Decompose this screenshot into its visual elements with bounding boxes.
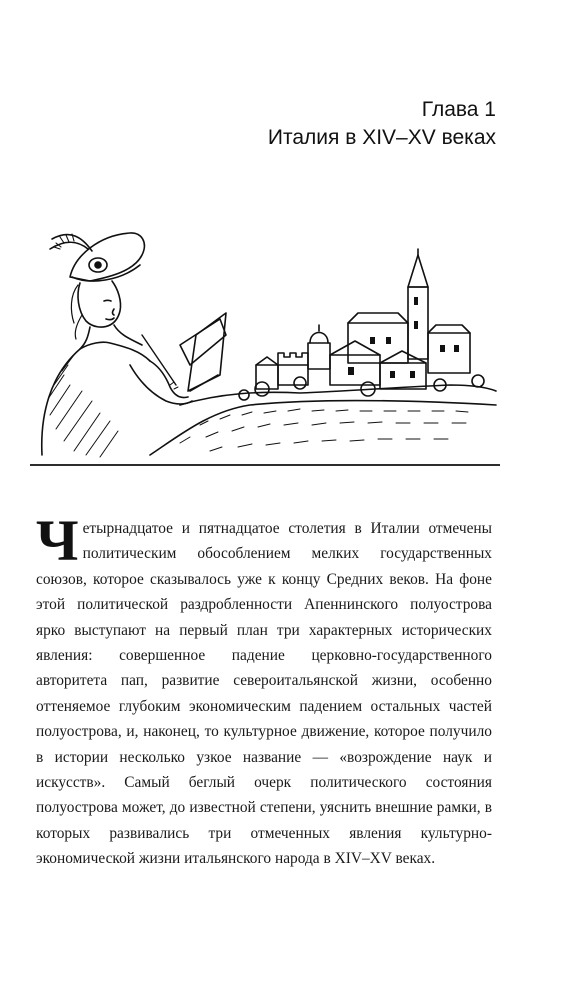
chapter-body (36, 508, 492, 872)
chapter-number: Глава 1 (421, 98, 496, 121)
chapter-heading (268, 96, 496, 152)
drop-cap: Ч (36, 508, 79, 573)
body-paragraph (36, 508, 492, 872)
hill-town (150, 249, 496, 455)
chapter-title: Италия в XIV–XV веках (267, 126, 496, 149)
scribe-and-city-engraving-icon (30, 215, 500, 470)
paragraph-text: етырнадцатое и пятнадцатое столетия в Италии отмечены политическим обособлением мелких государственных союзов, которое сказывалось уже к концу Средних веков. На фоне этой политической раздробленности Апеннинского полуострова ярко выступают на первый план три характерных исторических явления: совершенное падение церковно-государственного авторитета пап, развитие североитальянской жизни, особенно оттеняемое глубоким экономическим падением остальных частей полуострова, и, наконец, то культурное движение, которое получило в истории несколько узкое название — «возрождение наук и искусств». Самый беглый очерк политического состояния полуострова может, до известной степени, уяснить внешние рамки, в которых развивались три отмеченных явления культурно-экономической жизни итальянского народа в XIV–XV веках. (36, 520, 492, 868)
